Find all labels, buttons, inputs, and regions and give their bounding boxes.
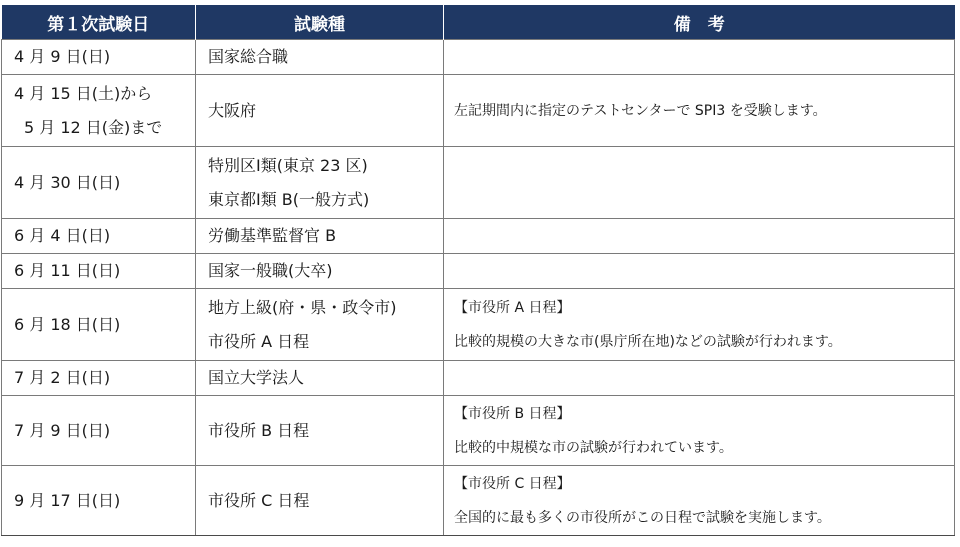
cell-exam-type	[196, 75, 444, 147]
cell-exam-type-text: 市役所 B 日程	[208, 420, 310, 440]
header-remarks: 備 考	[444, 5, 955, 40]
table-row	[2, 219, 955, 254]
cell-exam-date-text: 7 月 9 日(日)	[14, 420, 111, 440]
cell-exam-type-text: 東京都Ⅰ類 B(一般方式)	[208, 189, 370, 209]
cell-exam-date-text: 6 月 18 日(日)	[14, 314, 121, 334]
cell-exam-date-text: 6 月 4 日(日)	[14, 226, 111, 245]
cell-exam-type	[196, 40, 444, 75]
cell-exam-date	[2, 147, 196, 219]
cell-exam-type-text: 労働基準監督官 B	[208, 226, 337, 245]
cell-exam-type	[196, 396, 444, 466]
table-header-row	[2, 5, 955, 40]
cell-exam-type-text: 国家総合職	[208, 47, 289, 66]
table-row	[2, 40, 955, 75]
cell-exam-date	[2, 75, 196, 147]
cell-exam-type	[196, 289, 444, 361]
cell-exam-type-text: 市役所 A 日程	[208, 331, 310, 351]
cell-exam-type-text: 特別区Ⅰ類(東京 23 区)	[208, 155, 368, 175]
cell-exam-type-text: 市役所 C 日程	[208, 490, 310, 510]
cell-remarks	[444, 466, 955, 536]
cell-exam-date	[2, 361, 196, 396]
cell-exam-date	[2, 396, 196, 466]
table-row	[2, 361, 955, 396]
cell-exam-date-text: 6 月 11 日(日)	[14, 261, 121, 280]
cell-exam-type	[196, 361, 444, 396]
cell-remarks	[444, 40, 955, 75]
cell-exam-date-text: 4 月 30 日(日)	[14, 172, 121, 192]
table-row	[2, 289, 955, 361]
cell-exam-type-text: 国家一般職(大卒)	[208, 261, 333, 280]
cell-exam-date-text: 7 月 2 日(日)	[14, 368, 111, 387]
exam-schedule-table	[1, 5, 955, 536]
table-body	[2, 40, 955, 536]
cell-exam-date	[2, 254, 196, 289]
cell-exam-date	[2, 219, 196, 254]
cell-remarks-text: 比較的中規模な市の試験が行われています。	[454, 439, 733, 456]
cell-remarks-text: 【市役所 C 日程】	[454, 475, 571, 492]
header-exam-type: 試験種	[196, 5, 444, 40]
cell-exam-date	[2, 289, 196, 361]
cell-exam-date	[2, 40, 196, 75]
cell-exam-date	[2, 466, 196, 536]
cell-remarks-text: 全国的に最も多くの市役所がこの日程で試験を実施します。	[454, 509, 831, 526]
table-row	[2, 147, 955, 219]
cell-exam-type	[196, 147, 444, 219]
cell-remarks-text: 【市役所 A 日程】	[454, 299, 571, 316]
cell-exam-type-text: 国立大学法人	[208, 368, 305, 387]
header-exam-date: 第１次試験日	[2, 5, 196, 40]
cell-remarks	[444, 219, 955, 254]
table-row	[2, 396, 955, 466]
cell-exam-date-text: 9 月 17 日(日)	[14, 490, 121, 510]
cell-remarks-text: 左記期間内に指定のテストセンターで SPI3 を受験します。	[454, 102, 827, 119]
cell-exam-type	[196, 466, 444, 536]
table-row	[2, 254, 955, 289]
cell-exam-type	[196, 254, 444, 289]
cell-remarks	[444, 75, 955, 147]
cell-remarks	[444, 361, 955, 396]
cell-exam-type-text: 地方上級(府・県・政令市)	[208, 297, 397, 317]
cell-remarks-text: 【市役所 B 日程】	[454, 405, 571, 422]
table-row	[2, 466, 955, 536]
table-row	[2, 75, 955, 147]
cell-remarks	[444, 147, 955, 219]
cell-remarks	[444, 289, 955, 361]
cell-exam-type	[196, 219, 444, 254]
cell-remarks-text: 比較的規模の大きな市(県庁所在地)などの試験が行われます。	[454, 333, 842, 350]
cell-exam-type-text: 大阪府	[208, 100, 257, 120]
cell-remarks	[444, 254, 955, 289]
cell-exam-date-text: 5 月 12 日(金)まで	[24, 117, 163, 137]
cell-exam-date-text: 4 月 9 日(日)	[14, 47, 111, 66]
cell-exam-date-text: 4 月 15 日(土)から	[14, 83, 153, 103]
cell-remarks	[444, 396, 955, 466]
